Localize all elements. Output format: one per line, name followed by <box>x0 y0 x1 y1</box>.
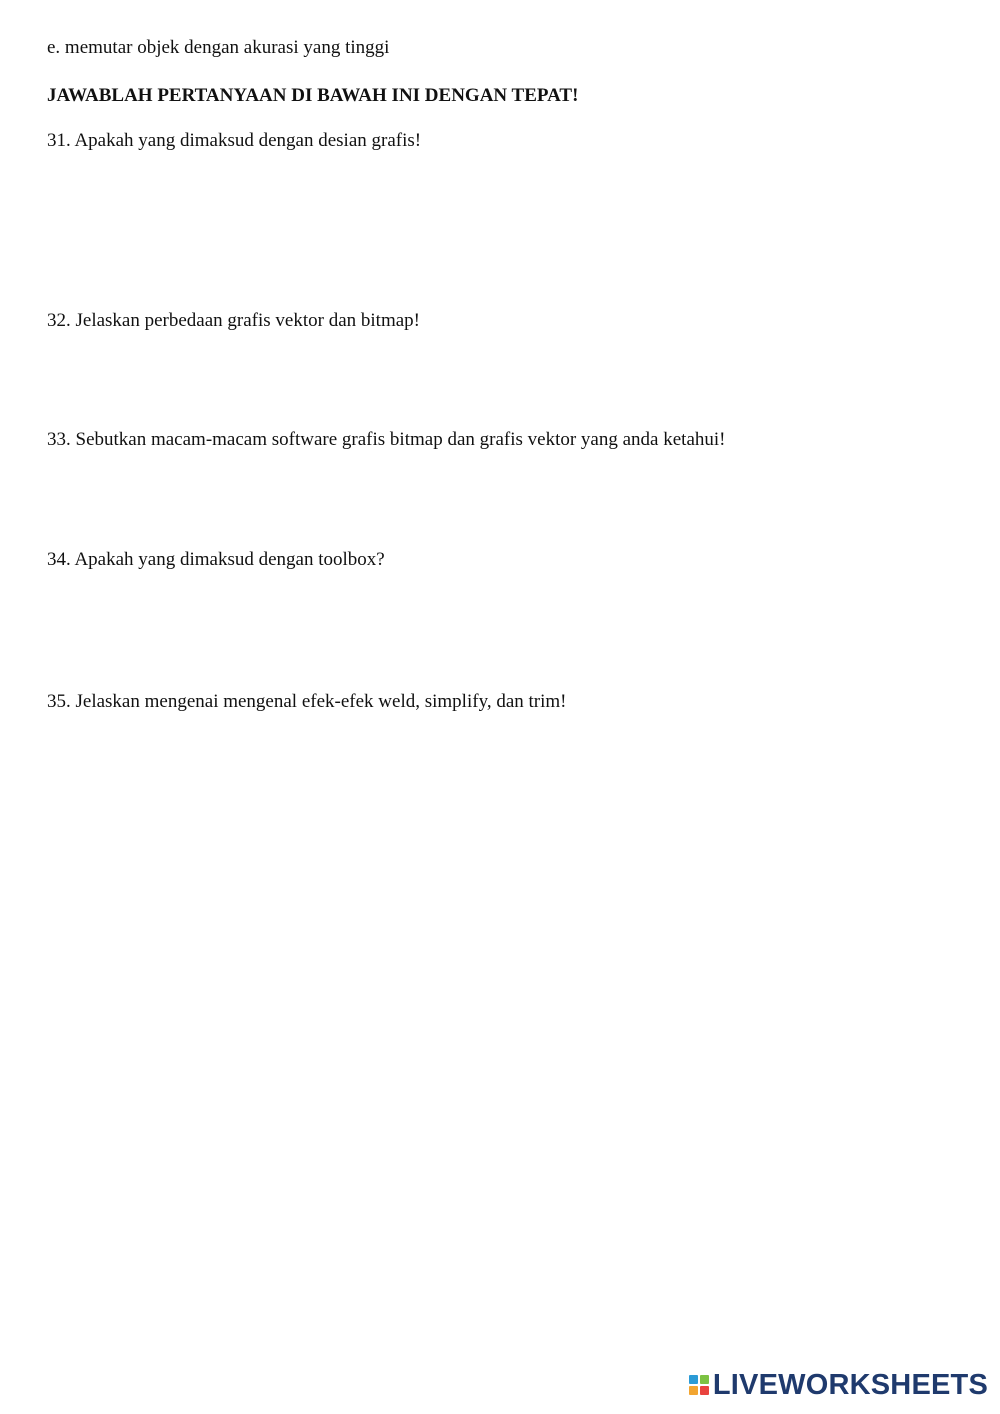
question-34: 34. Apakah yang dimaksud dengan toolbox? <box>47 549 385 570</box>
question-31: 31. Apakah yang dimaksud dengan desian grafis! <box>47 130 422 151</box>
liveworksheets-logo-icon <box>689 1375 709 1395</box>
question-33: 33. Sebutkan macam-macam software grafis bitmap dan grafis vektor yang anda ketahui! <box>47 429 726 450</box>
section-heading: JAWABLAH PERTANYAAN DI BAWAH INI DENGAN TEPAT! <box>47 85 579 106</box>
logo-square-2 <box>700 1375 709 1384</box>
liveworksheets-logo <box>689 1370 988 1400</box>
question-35: 35. Jelaskan mengenai mengenal efek-efek weld, simplify, dan trim! <box>47 691 567 712</box>
option-e-text: e. memutar objek dengan akurasi yang tinggi <box>47 37 390 58</box>
logo-square-3 <box>689 1386 698 1395</box>
logo-square-4 <box>700 1386 709 1395</box>
logo-text: LIVEWORKSHEETS <box>712 1369 988 1401</box>
question-32: 32. Jelaskan perbedaan grafis vektor dan bitmap! <box>47 310 421 331</box>
logo-square-1 <box>689 1375 698 1384</box>
